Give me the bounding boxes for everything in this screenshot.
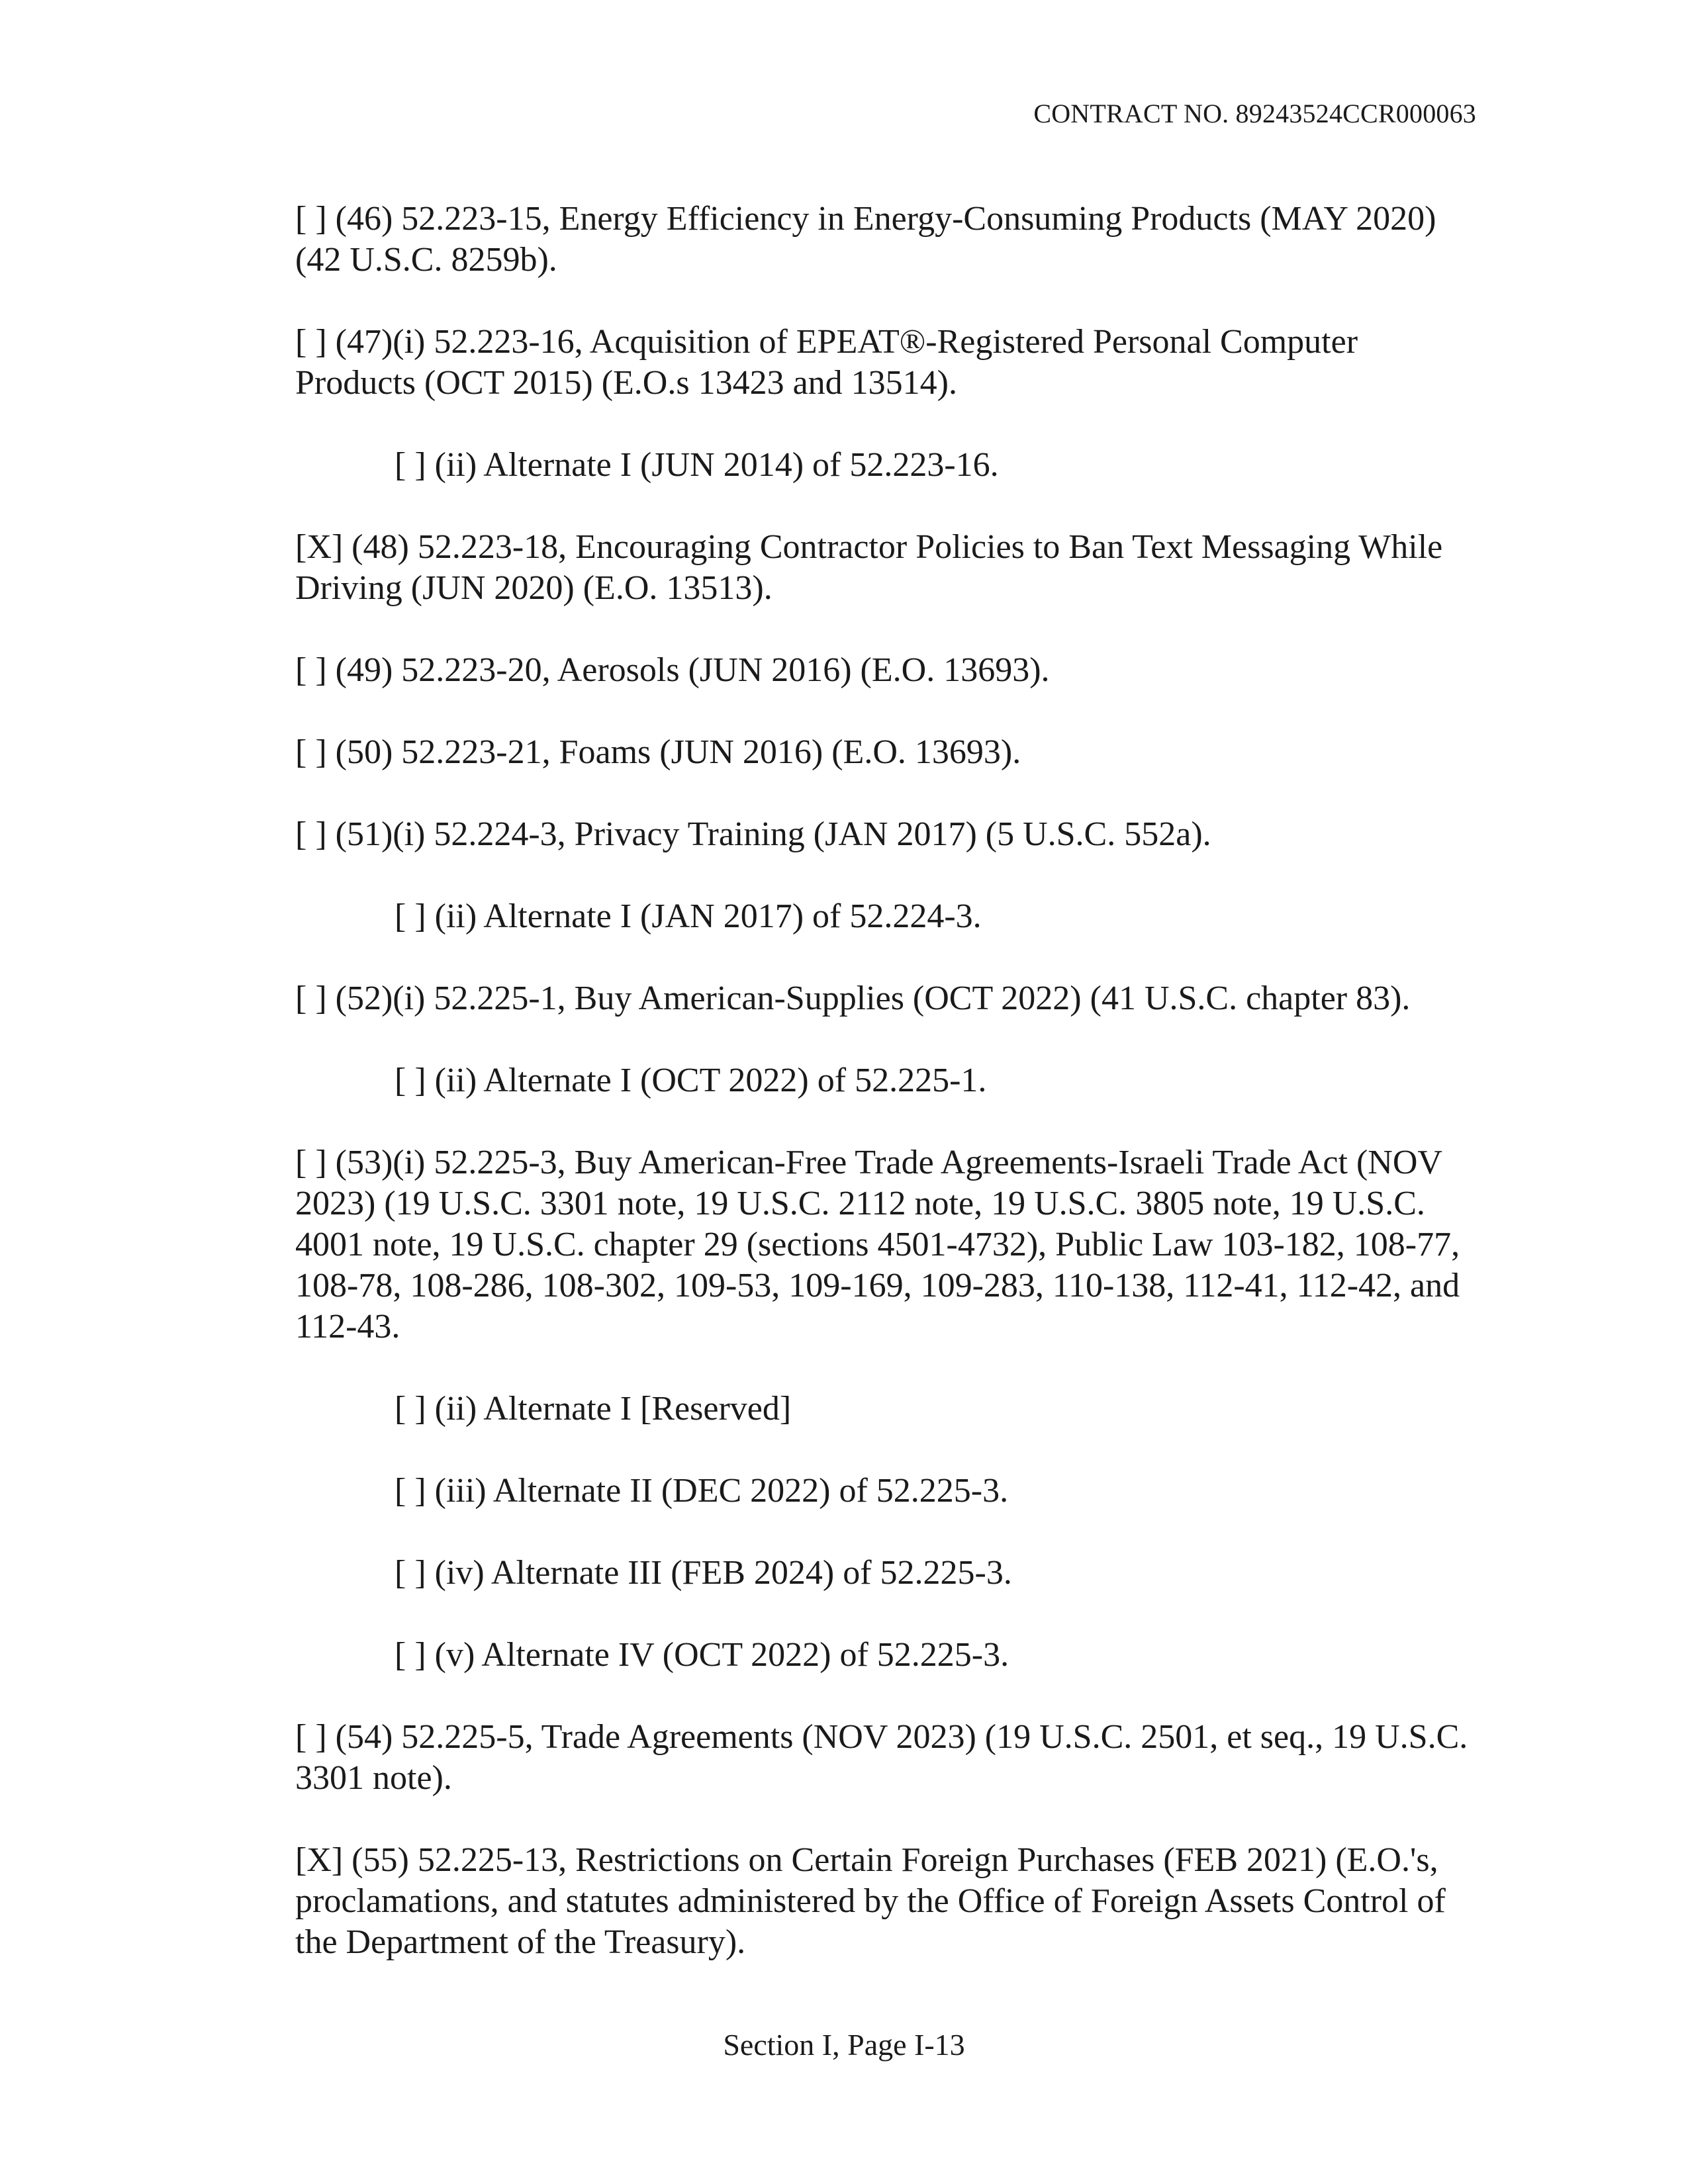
page-footer: Section I, Page I-13 <box>723 2028 965 2062</box>
clause-item: [ ] (50) 52.223-21, Foams (JUN 2016) (E.O. 13693). <box>295 733 1021 771</box>
clause-alternate-item: [ ] (ii) Alternate I (OCT 2022) of 52.225-1. <box>395 1062 987 1099</box>
clause-item: [X] (55) 52.225-13, Restrictions on Certain Foreign Purchases (FEB 2021) (E.O.'s, proclamations, and statutes administered by the Office of Foreign Assets Control of the Department of the Treasury). <box>295 1841 1446 1961</box>
clause-item: [X] (48) 52.223-18, Encouraging Contractor Policies to Ban Text Messaging While Driving (JUN 2020) (E.O. 13513). <box>295 528 1443 607</box>
clause-alternate-item: [ ] (ii) Alternate I [Reserved] <box>395 1390 792 1428</box>
clause-alternate-item: [ ] (v) Alternate IV (OCT 2022) of 52.225-3. <box>395 1636 1009 1674</box>
clause-item: [ ] (52)(i) 52.225-1, Buy American-Supplies (OCT 2022) (41 U.S.C. chapter 83). <box>295 979 1411 1017</box>
clause-item: [ ] (51)(i) 52.224-3, Privacy Training (JAN 2017) (5 U.S.C. 552a). <box>295 815 1211 853</box>
clause-alternate-item: [ ] (ii) Alternate I (JUN 2014) of 52.223-16. <box>395 446 999 484</box>
clause-item: [ ] (49) 52.223-20, Aerosols (JUN 2016) (E.O. 13693). <box>295 651 1050 689</box>
contract-number-header: CONTRACT NO. 89243524CCR000063 <box>1033 99 1476 128</box>
clause-list <box>295 199 1476 2004</box>
clause-item: [ ] (54) 52.225-5, Trade Agreements (NOV 2023) (19 U.S.C. 2501, et seq., 19 U.S.C. 3301 note). <box>295 1718 1468 1797</box>
clause-item: [ ] (47)(i) 52.223-16, Acquisition of EPEAT®-Registered Personal Computer Products (OCT 2015) (E.O.s 13423 and 13514). <box>295 323 1358 402</box>
clause-item: [ ] (53)(i) 52.225-3, Buy American-Free Trade Agreements-Israeli Trade Act (NOV 2023) (19 U.S.C. 3301 note, 19 U.S.C. 2112 note, 19 U.S.C. 3805 note, 19 U.S.C. 4001 note, 19 U.S.C. chapter 29 (sections 4501-4732), Public Law 103-182, 108-77, 108-78, 108-286, 108-302, 109-53, 109-169, 109-283, 110-138, 112-41, 112-42, and 112-43. <box>295 1144 1460 1345</box>
clause-item: [ ] (46) 52.223-15, Energy Efficiency in Energy-Consuming Products (MAY 2020) (42 U.S.C. 8259b). <box>295 200 1436 279</box>
clause-alternate-item: [ ] (iii) Alternate II (DEC 2022) of 52.225-3. <box>395 1472 1009 1510</box>
clause-alternate-item: [ ] (ii) Alternate I (JAN 2017) of 52.224-3. <box>395 897 982 935</box>
clause-alternate-item: [ ] (iv) Alternate III (FEB 2024) of 52.225-3. <box>395 1554 1012 1592</box>
